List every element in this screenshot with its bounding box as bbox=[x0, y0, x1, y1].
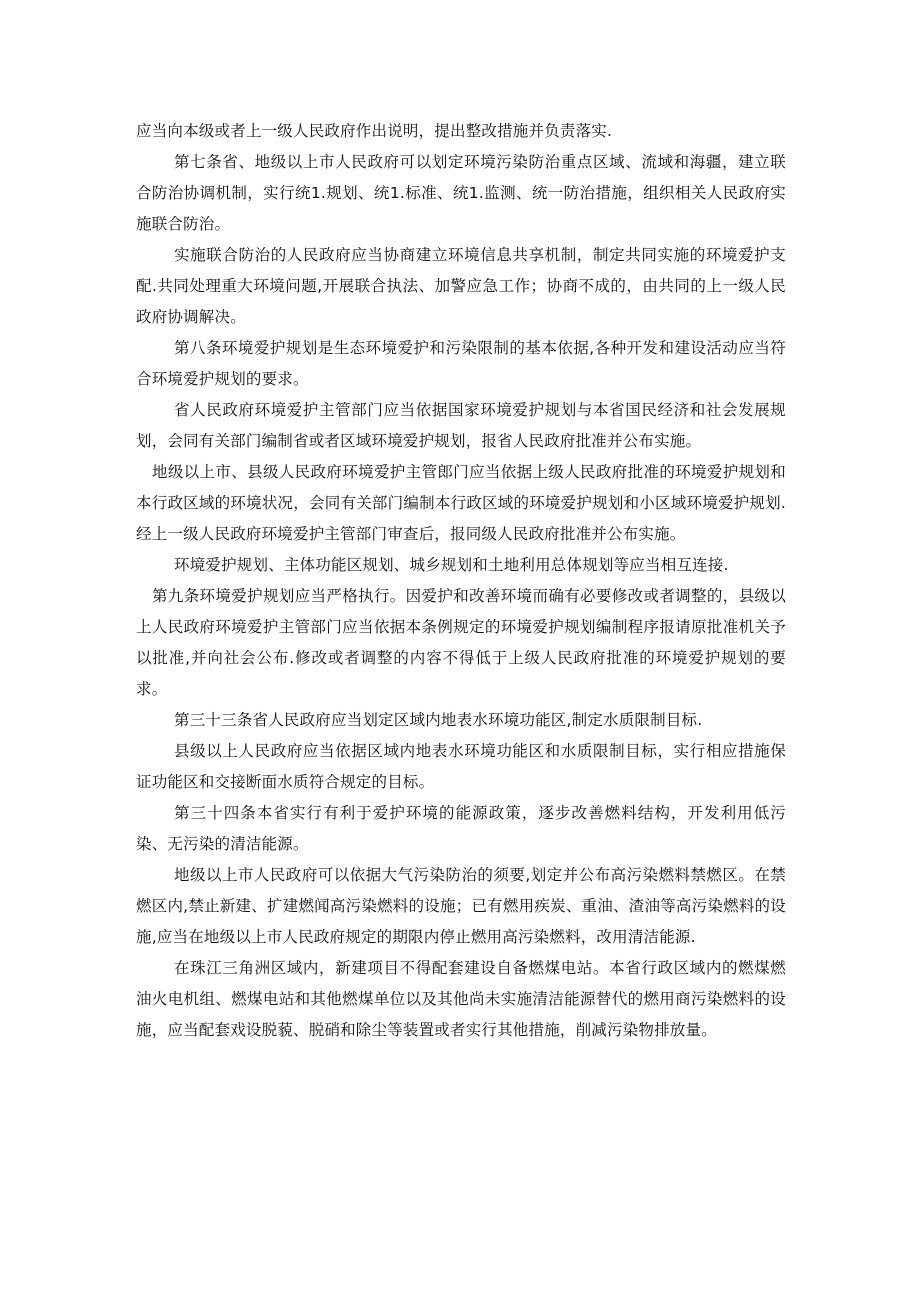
paragraph-article-7: 第七条省、地级以上市人民政府可以划定环境污染防治重点区域、流域和海疆，建立联合防治协调机制，实行统1.规划、统1.标准、统1.监测、统一防治措施，组织相关人民政府实施联合防治。 bbox=[136, 153, 786, 233]
paragraph-plan-connection: 环境爱护规划、主体功能区规划、城乡规划和土地利用总体规划等应当相互连接. bbox=[174, 556, 729, 574]
paragraph-continuation: 应当向本级或者上一级人民政府作出说明，提出整改措施并负责落实. bbox=[136, 122, 613, 140]
paragraph-fuel-ban-zone: 地级以上市人民政府可以依据大气污染防治的须要,划定并公布高污染燃料禁燃区。在禁燃区内,禁止新建、扩建燃闻高污染燃料的设施；已有燃用疾炭、重油、渣油等高污染燃料的设施,应当在地级以上市人民政府规定的期限内停止燃用高污染燃料，改用清洁能源. bbox=[136, 866, 786, 946]
paragraph-article-34: 第三十四条本省实行有利于爱护环境的能源政策，逐步改善燃料结构，开发利用低污染、无污染的清洁能源。 bbox=[136, 804, 786, 853]
document-page bbox=[136, 116, 786, 1046]
paragraph-pearl-river-delta: 在珠江三角洲区域内，新建项目不得配套建设自备燃煤电站。本省行政区域内的燃煤燃油火电机组、燃煤电站和其他燃煤单位以及其他尚未实施清洁能源替代的燃用商污染燃料的设施，应当配套戏设脱藐、脱硝和除尘等装置或者实行其他措施，削减污染物排放量。 bbox=[136, 959, 786, 1039]
paragraph-article-8: 第八条环境爱护规划是生态环境爱护和污染限制的基本依据,各种开发和建设活动应当符合环境爱护规划的要求。 bbox=[136, 339, 786, 388]
paragraph-article-9: 第九条环境爱护规划应当严格执行。因爱护和改善环境而确有必要修改或者调整的，县级以上人民政府环境爱护主管部门应当依据本条例规定的环境爱护规划编制程序报请原批准机关予以批准,并向社会公布.修改或者调整的内容不得低于上级人民政府批准的环境爱护规划的要求。 bbox=[136, 587, 786, 698]
paragraph-city-county-plan: 地级以上市、县级人民政府环境爱护主管郎门应当依据上级人民政府批准的环境爱护规划和本行政区域的环境状况，会同有关部门编制本行政区域的环境爱护规划和小区域环境爱护规划.经上一级人民政府环境爱护主管部门审查后，报同级人民政府批准并公布实施。 bbox=[136, 463, 786, 543]
paragraph-article-33: 第三十三条省人民政府应当划定区域内地表水环境功能区,制定水质限制目标. bbox=[174, 711, 703, 729]
paragraph-provincial-plan: 省人民政府环境爱护主管部门应当依据国家环境爱护规划与本省国民经济和社会发展规划，会同有关部门编制省或者区域环境爱护规划，报省人民政府批准并公布实施。 bbox=[136, 401, 786, 450]
paragraph-water-quality: 县级以上人民政府应当依据区域内地表水环境功能区和水质限制目标，实行相应措施保证功能区和交接断面水质符合规定的目标。 bbox=[136, 742, 786, 791]
paragraph-joint-prevention: 实施联合防治的人民政府应当协商建立环境信息共享机制，制定共同实施的环境爱护支配.共同处理重大环境问题,开展联合执法、加警应急工作；协商不成的，由共同的上一级人民政府协调解决。 bbox=[136, 246, 786, 326]
